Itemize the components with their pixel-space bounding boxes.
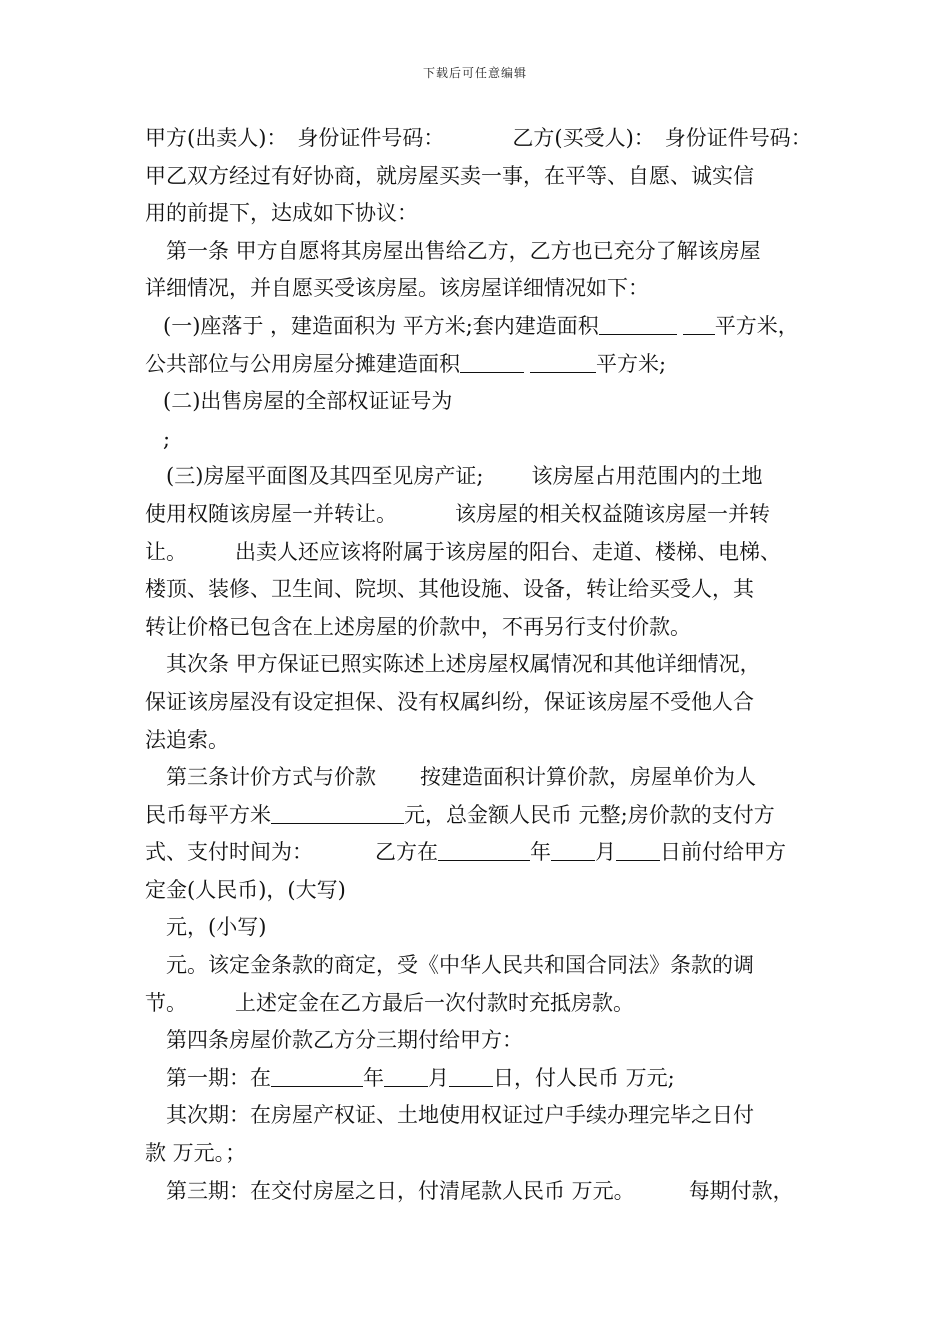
payment-1-text: 第一期：在 bbox=[166, 1065, 271, 1090]
article-2-line-3: 法追索。 bbox=[145, 727, 229, 752]
item-3-line-5: 转让价格已包含在上述房屋的价款中，不再另行支付价款。 bbox=[145, 614, 691, 639]
item-3-line-1 bbox=[145, 458, 815, 496]
parties-line bbox=[145, 120, 815, 158]
article-4-title: 第四条房屋价款乙方分三期付给甲方： bbox=[166, 1028, 523, 1053]
item-3-text-b: 该房屋占用范围内的土地 bbox=[531, 464, 763, 489]
payment-2-line-2: 款 万元。； bbox=[145, 1141, 247, 1166]
payment-3-text: 第三期：在交付房屋之日，付清尾款人民币 万元。 bbox=[166, 1178, 635, 1203]
seller-id-label: 身份证件号码： bbox=[297, 126, 445, 150]
item-1-line-1 bbox=[145, 308, 815, 346]
blank-inner-area bbox=[599, 312, 677, 335]
article-3-unit-price: 民币每平方米 bbox=[145, 802, 271, 827]
article-2-line-2: 保证该房屋没有设定担保、没有权属纠纷，保证该房屋不受他人合 bbox=[145, 689, 754, 714]
article-3-line-6: 元。该定金条款的商定，受《中华人民共和国合同法》条款的调 bbox=[166, 953, 754, 978]
item-2-line: (二)出售房屋的全部权证证号为 bbox=[163, 389, 453, 414]
item-3-line-4: 楼顶、装修、卫生间、院坝、其他设施、设备，转让给买受人，其 bbox=[145, 577, 754, 602]
payment-3-line bbox=[145, 1173, 815, 1211]
month-label: 月 bbox=[428, 1065, 449, 1090]
article-3-payment-time: 式、支付时间为： bbox=[145, 840, 313, 865]
article-3-line-2 bbox=[145, 797, 815, 835]
intro-line-2: 用的前提下，达成如下协议： bbox=[145, 201, 418, 226]
item-3-line-2 bbox=[145, 496, 815, 534]
buyer-label: 乙方(买受人)： bbox=[512, 126, 655, 150]
payment-3-each: 每期付款， bbox=[688, 1178, 794, 1203]
article-3-text-b: 按建造面积计算价款，房屋单价为人 bbox=[420, 765, 756, 790]
item-3-text-c: 使用权随该房屋一并转让。 bbox=[145, 501, 397, 526]
blank-payment-1-day bbox=[449, 1064, 493, 1087]
buyer-id-label: 身份证件号码： bbox=[664, 126, 812, 150]
blank-deposit-day bbox=[616, 838, 660, 861]
blank-shared-area-2 bbox=[530, 350, 596, 373]
article-3-line-4: 定金(人民币)，(大写) bbox=[145, 877, 346, 902]
payment-2-line-1: 其次期：在房屋产权证、土地使用权证过户手续办理完毕之日付 bbox=[166, 1103, 754, 1128]
year-label: 年 bbox=[363, 1065, 384, 1090]
contract-body bbox=[145, 120, 815, 1210]
blank-deposit-month bbox=[551, 838, 595, 861]
item-3-text-d: 该房屋的相关权益随该房屋一并转 bbox=[455, 501, 770, 526]
article-3-total: 元，总金额人民币 元整;房价款的支付方 bbox=[404, 802, 775, 827]
blank-shared-area bbox=[460, 350, 524, 373]
article-3-line-5: 元，(小写) bbox=[166, 915, 267, 940]
article-3-offset: 上述定金在乙方最后一次付款时充抵房款。 bbox=[235, 990, 634, 1015]
item-3-text-e: 让。 bbox=[145, 539, 187, 564]
item-1-text: (一)座落于 ，建造面积为 平方米;套内建造面积 bbox=[163, 313, 599, 338]
article-3-line-3 bbox=[145, 834, 815, 872]
item-3-text-a: (三)房屋平面图及其四至见房产证; bbox=[166, 464, 484, 489]
seller-label: 甲方(出卖人)： bbox=[145, 126, 288, 150]
blank-inner-area-2 bbox=[683, 312, 715, 335]
item-1-shared-unit: 平方米; bbox=[596, 351, 667, 376]
article-3-line-1 bbox=[145, 759, 815, 797]
blank-deposit-year bbox=[438, 838, 530, 861]
item-1-shared-text: 公共部位与公用房屋分摊建造面积 bbox=[145, 351, 460, 376]
article-3-title: 第三条计价方式与价款 bbox=[166, 765, 376, 790]
article-1-line-1: 第一条 甲方自愿将其房屋出售给乙方，乙方也已充分了解该房屋 bbox=[166, 238, 761, 263]
payment-1-amount: 日，付人民币 万元; bbox=[493, 1065, 675, 1090]
item-3-line-3 bbox=[145, 534, 815, 572]
month-label: 月 bbox=[595, 840, 616, 865]
article-3-text-jie: 节。 bbox=[145, 990, 187, 1015]
blank-payment-1-year bbox=[271, 1064, 363, 1087]
page-header: 下载后可任意编辑 bbox=[422, 66, 527, 80]
item-2-end: ; bbox=[163, 426, 171, 451]
article-3-buyer-at: 乙方在 bbox=[375, 840, 438, 865]
article-3-day-before: 日前付给甲方 bbox=[660, 840, 786, 865]
item-3-text-f: 出卖人还应该将附属于该房屋的阳台、走道、楼梯、电梯、 bbox=[235, 539, 781, 564]
payment-1-line bbox=[145, 1060, 815, 1098]
item-1-line-2 bbox=[145, 346, 815, 384]
intro-line-1: 甲乙双方经过有好协商，就房屋买卖一事，在平等、自愿、诚实信 bbox=[145, 163, 754, 188]
year-label: 年 bbox=[530, 840, 551, 865]
blank-payment-1-month bbox=[384, 1064, 428, 1087]
article-1-line-2: 详细情况，并自愿买受该房屋。该房屋详细情况如下： bbox=[145, 276, 649, 301]
item-1-unit: 平方米， bbox=[714, 313, 799, 338]
article-3-line-7 bbox=[145, 985, 815, 1023]
blank-unit-price bbox=[271, 801, 404, 824]
article-2-line-1: 其次条 甲方保证已照实陈述上述房屋权属情况和其他详细情况， bbox=[166, 652, 761, 677]
